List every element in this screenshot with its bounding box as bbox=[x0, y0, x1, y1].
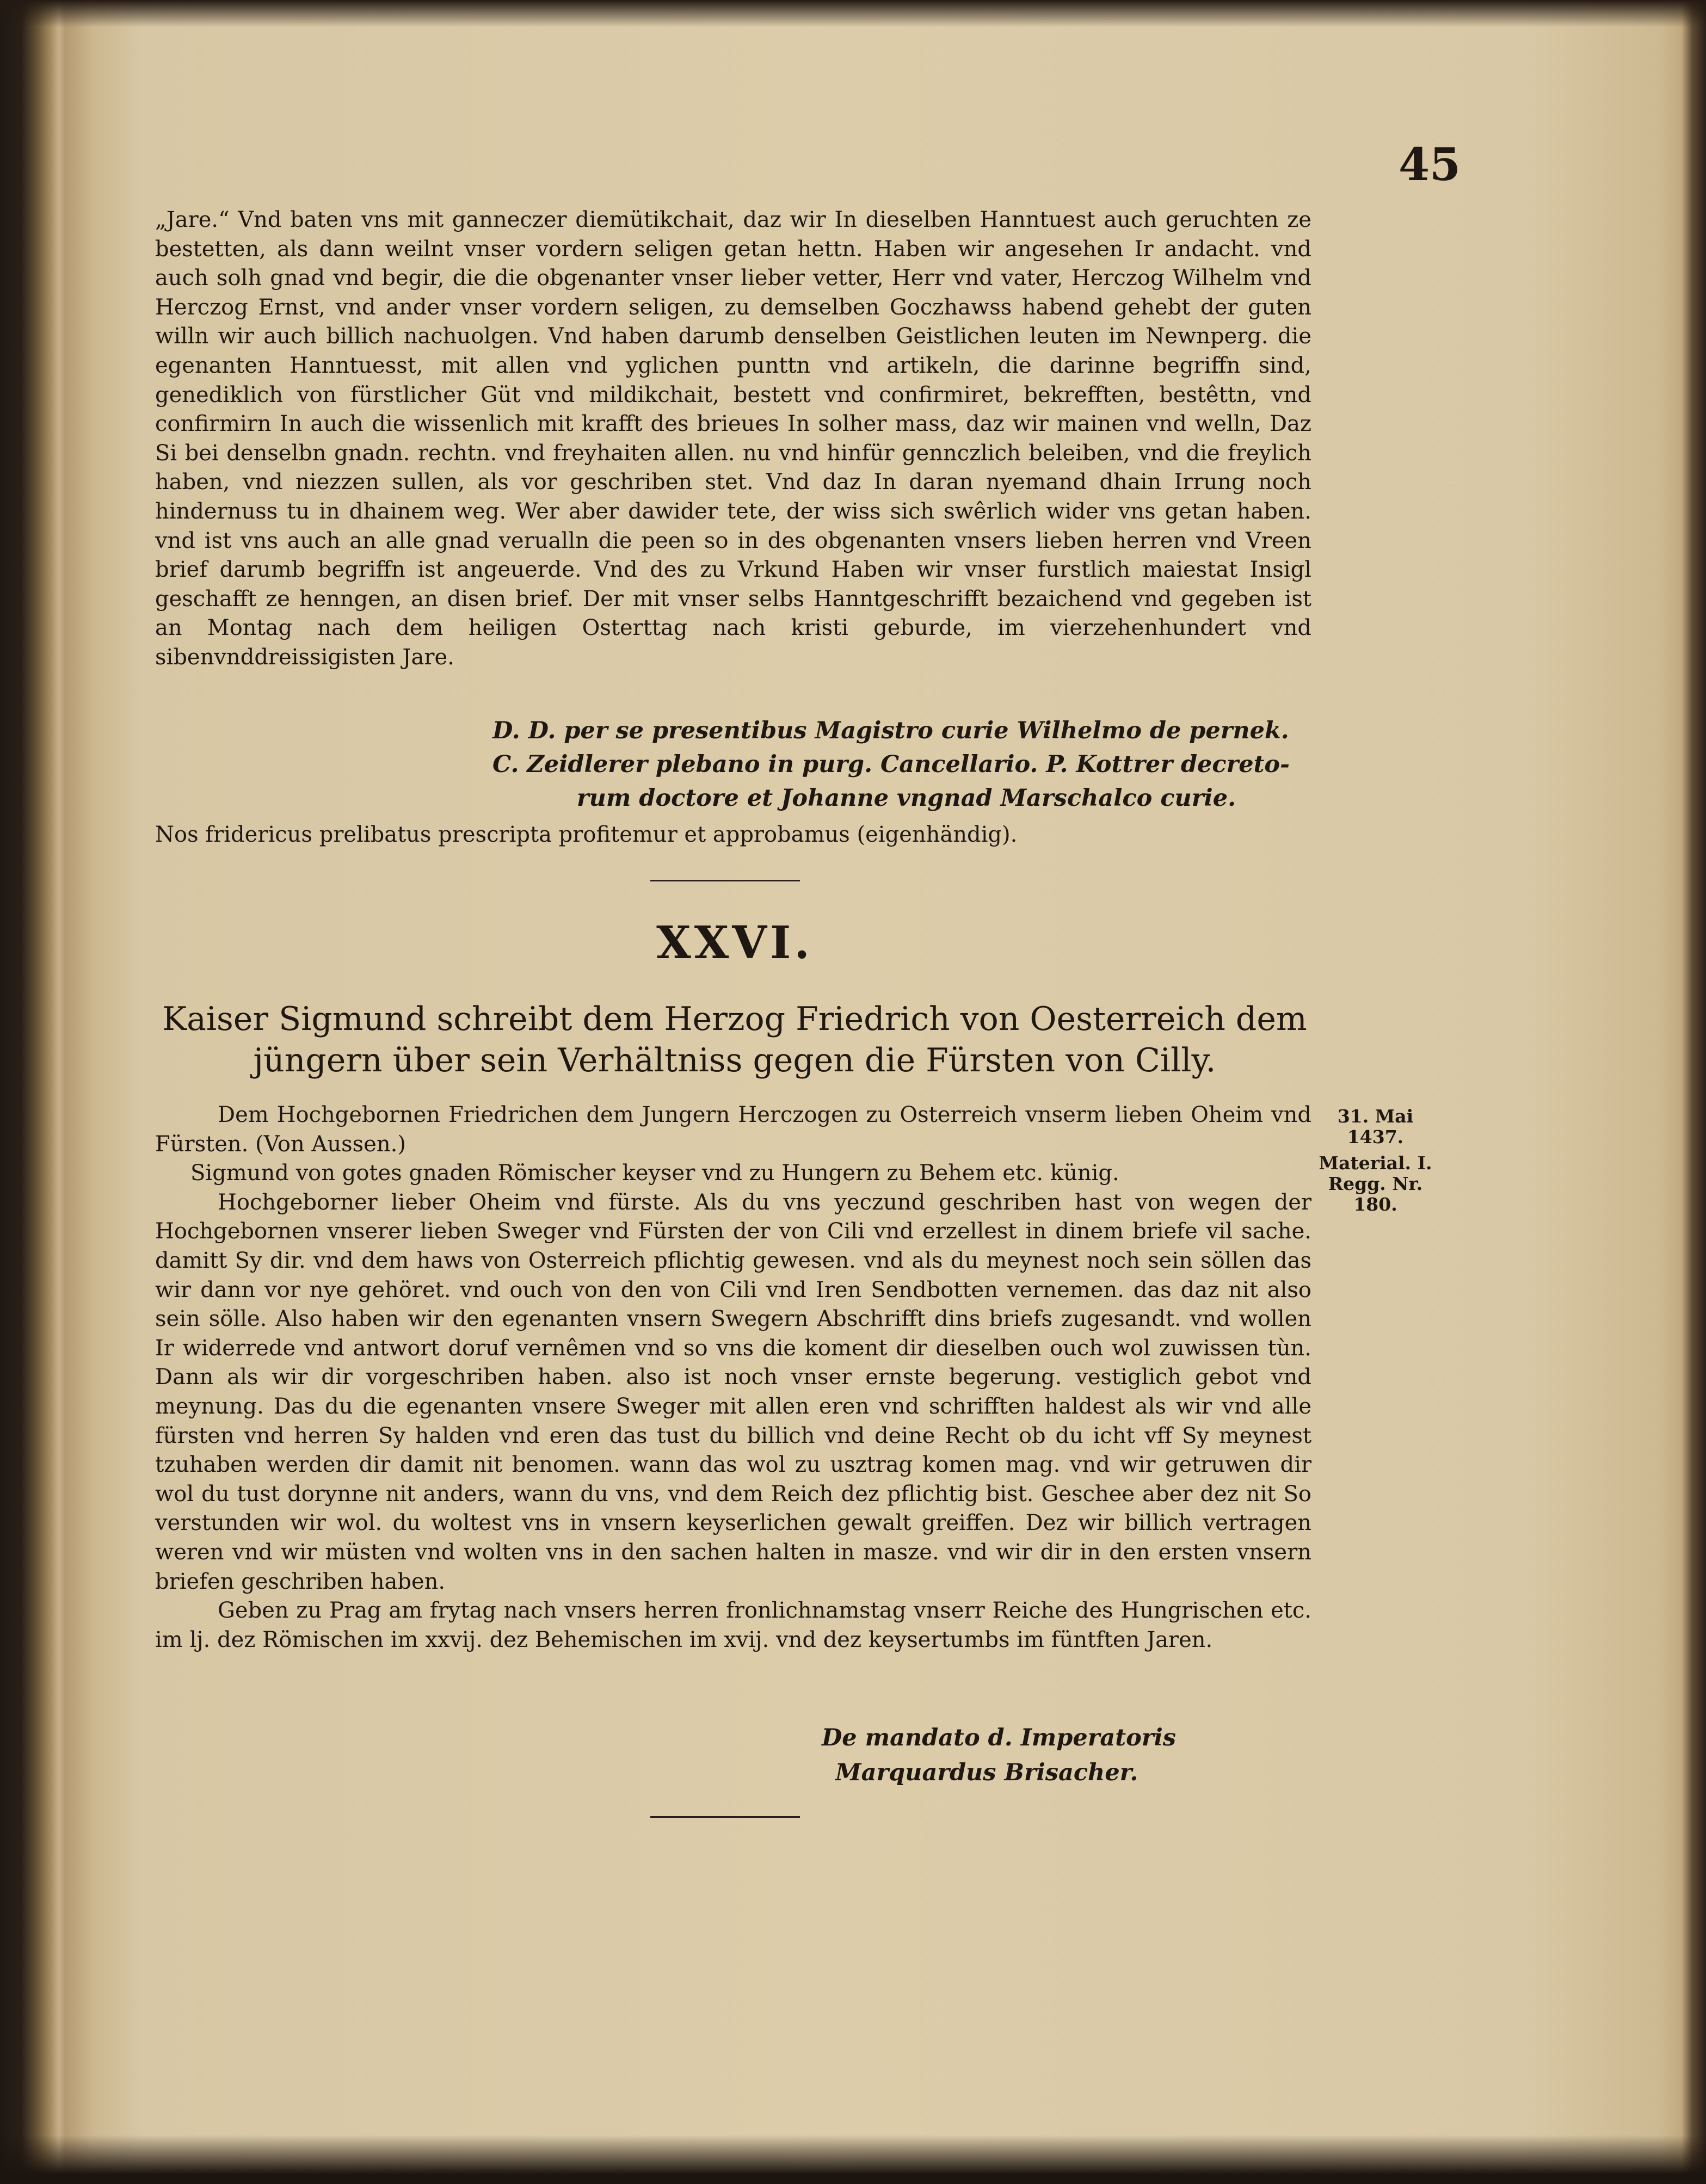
witness-line-2: C. Zeidlerer plebano in purg. Cancellario. P. Kottrer decreto- bbox=[492, 751, 1290, 778]
mandate-line: De mandato d. Imperatoris bbox=[822, 1724, 1176, 1751]
letter-body: Hochgeborner lieber Oheim vnd fürste. Als du vns yeczund geschriben hast von wegen der Hochgebornen vnserer lieben Sweger vnd Fürsten der von Cili vnd erzellest in dinem briefe vil sache. damitt Sy dir. vnd dem haws von Osterreich pflichtig gewesen. vnd als du meynest noch sein söllen das wir dann vor nye gehöret. vnd ouch von den von Cili vnd Iren Sendbotten vernemen. das daz nit also sein sölle. Also haben wir den egenanten vnsern Swegern Abschrifft dins briefs zugesandt. vnd wollen Ir widerrede vnd antwort doruf vernêmen vnd so vns die koment dir dieselben ouch wol zuwissen tùn. Dann als wir dir vorgeschriben haben. also ist noch vnser ernste begerung. vestiglich gebot vnd meynung. Das du die egenanten vnsere Sweger mit allen eren vnd schrifften haldest als wir vnd alle fürsten vnd herren Sy halden vnd eren das tust du billich vnd deine Recht ob du icht vff Sy meynest tzuhaben werden dir damit nit benomen. wann das wol zu usztrag komen mag. vnd wir getruwen dir wol du tust dorynne nit anders, wann du vns, vnd dem Reich dez pflichtig bist. Geschee aber dez nit So verstunden wir wol. du woltest vns in vnsern keyserlichen gewalt greiffen. Dez wir billich vertragen weren vnd wir müsten vnd wolten vns in den sachen halten in masze. vnd wir dir in den ersten vnsern briefen geschriben haben. bbox=[155, 1189, 1311, 1594]
letter-text-block bbox=[155, 1101, 1311, 1655]
margin-source: Material. I. bbox=[1319, 1152, 1432, 1174]
top-text-block bbox=[155, 206, 1311, 673]
witness-line-1: D. D. per se presentibus Magistro curie Wilhelmo de pernek. bbox=[492, 717, 1289, 744]
witness-line-3: rum doctore et Johanne vngnad Marschalco curie. bbox=[577, 785, 1236, 812]
section-heading: Kaiser Sigmund schreibt dem Herzog Friedrich von Oesterreich dem jüngern über sein Verhältniss gegen die Fürsten von Cilly. bbox=[162, 1000, 1307, 1079]
margin-register: Regg. Nr. 180. bbox=[1328, 1173, 1423, 1215]
closing-line: Nos fridericus prelibatus prescripta profitemur et approbamus (eigenhändig). bbox=[155, 822, 1018, 847]
closing-line-block bbox=[155, 820, 1311, 850]
charter-paragraph: „Jare.“ Vnd baten vns mit ganneczer diemütikchait, daz wir In dieselben Hanntuest auch geruchten ze bestetten, als dann weilnt vnser vordern seligen getan hettn. Haben wir angesehen Ir andacht. vnd auch solh gnad vnd begir, die die obgenanter vnser lieber vetter, Herr vnd vater, Herczog Wilhelm vnd Herczog Ernst, vnd ander vnser vordern seligen, zu demselben Goczhawss habend gehebt der guten willn wir auch billich nachuolgen. Vnd haben darumb denselben Geistlichen leuten im Newnperg. die egenanten Hanntuesst, mit allen vnd yglichen punttn vnd artikeln, die darinne begriffn sind, genediklich von fürstlicher Güt vnd mildikchait, bestett vnd confirmiret, bekrefften, bestêttn, vnd confirmirn In auch die wissenlich mit krafft des brieues In solher mass, daz wir mainen vnd welln, Daz Si bei denselbn gnadn. rechtn. vnd freyhaiten allen. nu vnd hinfür gennczlich beleiben, vnd die freylich haben, vnd niezzen sullen, als vor geschriben stet. Vnd daz In daran nyemand dhain Irrung noch hindernuss tu in dhainem weg. Wer aber dawider tete, der wiss sich swêrlich wider vns getan haben. vnd ist vns auch an alle gnad verualln die peen so in des obgenanten vnsers lieben herren vnd Vreen brief darumb begriffn ist angeuerde. Vnd des zu Vrkund Haben wir vnser furstlich maiestat Insigl geschafft ze henngen, an disen brief. Der mit vnser selbs Hanntgeschrifft bezaichend vnd gegeben ist an Montag nach dem heiligen Osterttag nach kristi geburde, im vierzehenhundert vnd sibenvnddreissigisten Jare. bbox=[155, 207, 1311, 670]
section-divider-top bbox=[650, 880, 800, 881]
letter-dating: Geben zu Prag am frytag nach vnsers herren fronlichnamstag vnserr Reiche des Hungrischen etc. im lj. dez Römischen im xxvij. dez Behemischen im xvij. vnd dez keysertumbs im füntften Jaren. bbox=[155, 1598, 1311, 1652]
margin-date: 31. Mai bbox=[1337, 1106, 1414, 1127]
left-margin-mark: ˴ bbox=[16, 1619, 22, 1638]
letter-address: Dem Hochgebornen Friedrichen dem Jungern Herczogen zu Osterreich vnserm lieben Oheim vnd Fürsten. (Von Aussen.) bbox=[155, 1102, 1311, 1157]
section-divider-bottom bbox=[650, 1816, 800, 1818]
margin-year: 1437. bbox=[1347, 1126, 1404, 1147]
margin-note bbox=[1314, 1106, 1437, 1215]
letter-salutation: Sigmund von gotes gnaden Römischer keyser vnd zu Hungern zu Behem etc. künig. bbox=[190, 1161, 1119, 1186]
signer-line: Marquardus Brisacher. bbox=[835, 1759, 1138, 1786]
section-number: XXVI. bbox=[656, 917, 813, 969]
page-number: 45 bbox=[1399, 139, 1461, 191]
